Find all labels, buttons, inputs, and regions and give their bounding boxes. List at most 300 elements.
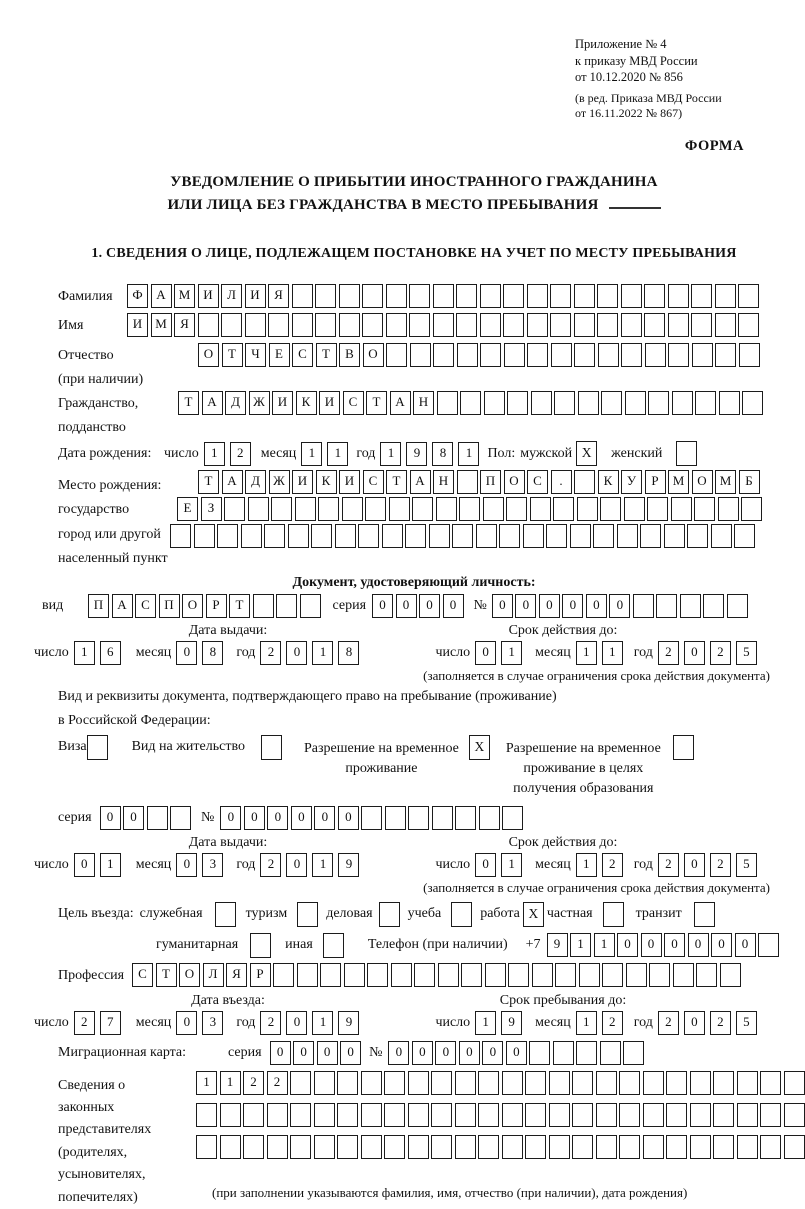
char-cell[interactable] (290, 1071, 311, 1095)
char-cell[interactable] (680, 594, 701, 618)
char-cell[interactable]: 0 (684, 641, 705, 665)
char-cell[interactable]: 0 (293, 1041, 314, 1065)
char-cell[interactable] (271, 497, 292, 521)
char-cell[interactable] (502, 806, 523, 830)
char-cell[interactable]: П (480, 470, 501, 494)
char-cell[interactable] (715, 343, 736, 367)
char-cell[interactable] (507, 391, 528, 415)
char-cell[interactable] (715, 284, 736, 308)
char-cell[interactable]: Т (386, 470, 407, 494)
char-cell[interactable]: 0 (435, 1041, 456, 1065)
char-cell[interactable]: Л (203, 963, 224, 987)
char-cell[interactable] (690, 1103, 711, 1127)
char-cell[interactable] (502, 1135, 523, 1159)
char-cell[interactable] (455, 1071, 476, 1095)
char-cell[interactable] (525, 1071, 546, 1095)
char-cell[interactable] (577, 497, 598, 521)
char-cell[interactable]: 0 (317, 1041, 338, 1065)
char-cell[interactable] (625, 391, 646, 415)
char-cell[interactable] (361, 1135, 382, 1159)
char-cell[interactable] (452, 524, 473, 548)
char-cell[interactable] (196, 1103, 217, 1127)
char-cell[interactable] (408, 1135, 429, 1159)
char-cell[interactable]: 0 (270, 1041, 291, 1065)
char-cell[interactable]: О (692, 470, 713, 494)
char-cell[interactable] (649, 963, 670, 987)
char-cell[interactable] (737, 1071, 758, 1095)
char-cell[interactable]: 1 (475, 1011, 496, 1035)
char-cell[interactable] (455, 1103, 476, 1127)
char-cell[interactable] (600, 497, 621, 521)
char-cell[interactable] (433, 284, 454, 308)
char-cell[interactable]: 1 (380, 442, 401, 466)
char-cell[interactable] (344, 963, 365, 987)
char-cell[interactable]: 9 (406, 442, 427, 466)
char-cell[interactable]: 0 (515, 594, 536, 618)
char-cell[interactable]: Т (222, 343, 243, 367)
char-cell[interactable]: 1 (594, 933, 615, 957)
char-cell[interactable]: 1 (576, 641, 597, 665)
char-cell[interactable]: И (319, 391, 340, 415)
char-cell[interactable]: И (198, 284, 219, 308)
char-cell[interactable] (690, 1071, 711, 1095)
char-cell[interactable]: 0 (459, 1041, 480, 1065)
char-cell[interactable]: М (715, 470, 736, 494)
char-cell[interactable] (506, 497, 527, 521)
char-cell[interactable]: 1 (501, 853, 522, 877)
purpose-transit-checkbox[interactable] (694, 902, 715, 927)
char-cell[interactable] (715, 313, 736, 337)
purpose-private-checkbox[interactable] (603, 902, 624, 927)
char-cell[interactable] (576, 1041, 597, 1065)
char-cell[interactable]: 2 (710, 853, 731, 877)
char-cell[interactable] (694, 497, 715, 521)
char-cell[interactable] (596, 1135, 617, 1159)
char-cell[interactable] (170, 524, 191, 548)
char-cell[interactable] (741, 497, 762, 521)
char-cell[interactable] (643, 1103, 664, 1127)
char-cell[interactable] (362, 313, 383, 337)
char-cell[interactable]: 1 (570, 933, 591, 957)
char-cell[interactable] (311, 524, 332, 548)
char-cell[interactable] (703, 594, 724, 618)
char-cell[interactable]: 0 (100, 806, 121, 830)
purpose-tourism-checkbox[interactable] (297, 902, 318, 927)
char-cell[interactable]: 1 (327, 442, 348, 466)
char-cell[interactable]: 9 (338, 1011, 359, 1035)
char-cell[interactable] (478, 1103, 499, 1127)
char-cell[interactable] (596, 1071, 617, 1095)
char-cell[interactable] (574, 284, 595, 308)
char-cell[interactable]: 0 (562, 594, 583, 618)
char-cell[interactable]: 1 (100, 853, 121, 877)
char-cell[interactable] (358, 524, 379, 548)
char-cell[interactable] (480, 313, 501, 337)
char-cell[interactable] (713, 1071, 734, 1095)
char-cell[interactable] (737, 1103, 758, 1127)
sex-female-checkbox[interactable] (676, 441, 697, 466)
char-cell[interactable] (243, 1135, 264, 1159)
char-cell[interactable]: О (198, 343, 219, 367)
char-cell[interactable]: 0 (609, 594, 630, 618)
char-cell[interactable] (503, 284, 524, 308)
char-cell[interactable]: 1 (576, 1011, 597, 1035)
char-cell[interactable] (243, 1103, 264, 1127)
char-cell[interactable]: 1 (312, 1011, 333, 1035)
char-cell[interactable]: 1 (196, 1071, 217, 1095)
char-cell[interactable]: Р (206, 594, 227, 618)
char-cell[interactable] (570, 524, 591, 548)
char-cell[interactable] (784, 1135, 805, 1159)
char-cell[interactable] (695, 391, 716, 415)
char-cell[interactable] (241, 524, 262, 548)
char-cell[interactable]: Ф (127, 284, 148, 308)
char-cell[interactable] (718, 497, 739, 521)
char-cell[interactable] (431, 1103, 452, 1127)
char-cell[interactable]: 5 (736, 1011, 757, 1035)
char-cell[interactable]: 5 (736, 853, 757, 877)
char-cell[interactable]: 2 (710, 1011, 731, 1035)
char-cell[interactable]: 0 (267, 806, 288, 830)
char-cell[interactable] (647, 497, 668, 521)
char-cell[interactable]: А (390, 391, 411, 415)
char-cell[interactable] (320, 963, 341, 987)
char-cell[interactable] (314, 1135, 335, 1159)
char-cell[interactable] (288, 524, 309, 548)
char-cell[interactable] (758, 933, 779, 957)
char-cell[interactable]: 2 (710, 641, 731, 665)
char-cell[interactable]: М (151, 313, 172, 337)
char-cell[interactable] (361, 1071, 382, 1095)
char-cell[interactable] (460, 391, 481, 415)
char-cell[interactable] (601, 391, 622, 415)
char-cell[interactable] (170, 806, 191, 830)
char-cell[interactable] (431, 1135, 452, 1159)
char-cell[interactable] (362, 284, 383, 308)
char-cell[interactable] (691, 284, 712, 308)
char-cell[interactable]: 1 (301, 442, 322, 466)
char-cell[interactable] (640, 524, 661, 548)
char-cell[interactable] (456, 284, 477, 308)
char-cell[interactable] (432, 806, 453, 830)
char-cell[interactable] (431, 1071, 452, 1095)
char-cell[interactable] (598, 343, 619, 367)
char-cell[interactable] (626, 963, 647, 987)
char-cell[interactable] (367, 963, 388, 987)
char-cell[interactable]: Я (174, 313, 195, 337)
char-cell[interactable] (633, 594, 654, 618)
char-cell[interactable]: 0 (372, 594, 393, 618)
char-cell[interactable] (668, 343, 689, 367)
char-cell[interactable]: 0 (291, 806, 312, 830)
char-cell[interactable] (342, 497, 363, 521)
char-cell[interactable]: К (316, 470, 337, 494)
char-cell[interactable] (267, 1103, 288, 1127)
char-cell[interactable] (617, 524, 638, 548)
char-cell[interactable] (727, 594, 748, 618)
char-cell[interactable] (602, 963, 623, 987)
char-cell[interactable]: 2 (267, 1071, 288, 1095)
char-cell[interactable]: 6 (100, 641, 121, 665)
char-cell[interactable] (409, 284, 430, 308)
char-cell[interactable] (713, 1103, 734, 1127)
char-cell[interactable]: 0 (123, 806, 144, 830)
char-cell[interactable]: 1 (312, 641, 333, 665)
char-cell[interactable]: 0 (684, 853, 705, 877)
char-cell[interactable] (656, 594, 677, 618)
char-cell[interactable] (713, 1135, 734, 1159)
char-cell[interactable]: 2 (658, 1011, 679, 1035)
char-cell[interactable]: 8 (338, 641, 359, 665)
char-cell[interactable] (666, 1071, 687, 1095)
char-cell[interactable] (386, 284, 407, 308)
char-cell[interactable] (619, 1135, 640, 1159)
char-cell[interactable]: Т (366, 391, 387, 415)
char-cell[interactable] (737, 1135, 758, 1159)
char-cell[interactable] (527, 313, 548, 337)
char-cell[interactable] (555, 963, 576, 987)
purpose-business-checkbox[interactable] (215, 902, 236, 927)
char-cell[interactable]: З (201, 497, 222, 521)
char-cell[interactable] (408, 806, 429, 830)
char-cell[interactable] (672, 391, 693, 415)
char-cell[interactable] (738, 313, 759, 337)
char-cell[interactable] (690, 1135, 711, 1159)
char-cell[interactable]: Е (269, 343, 290, 367)
char-cell[interactable] (719, 391, 740, 415)
char-cell[interactable] (644, 284, 665, 308)
char-cell[interactable] (553, 497, 574, 521)
char-cell[interactable]: Д (225, 391, 246, 415)
char-cell[interactable] (224, 497, 245, 521)
char-cell[interactable]: А (112, 594, 133, 618)
char-cell[interactable] (433, 343, 454, 367)
char-cell[interactable] (248, 497, 269, 521)
char-cell[interactable] (502, 1071, 523, 1095)
char-cell[interactable]: Ж (249, 391, 270, 415)
char-cell[interactable] (532, 963, 553, 987)
char-cell[interactable] (549, 1135, 570, 1159)
char-cell[interactable] (480, 343, 501, 367)
char-cell[interactable]: Т (156, 963, 177, 987)
char-cell[interactable]: 0 (641, 933, 662, 957)
char-cell[interactable]: 0 (443, 594, 464, 618)
char-cell[interactable] (337, 1103, 358, 1127)
char-cell[interactable] (273, 963, 294, 987)
char-cell[interactable]: О (504, 470, 525, 494)
char-cell[interactable]: А (410, 470, 431, 494)
char-cell[interactable]: 2 (602, 853, 623, 877)
char-cell[interactable]: 0 (176, 853, 197, 877)
char-cell[interactable] (437, 391, 458, 415)
char-cell[interactable]: 0 (688, 933, 709, 957)
char-cell[interactable]: О (179, 963, 200, 987)
char-cell[interactable]: С (132, 963, 153, 987)
char-cell[interactable]: 0 (388, 1041, 409, 1065)
char-cell[interactable]: Т (229, 594, 250, 618)
char-cell[interactable]: 1 (204, 442, 225, 466)
char-cell[interactable] (643, 1135, 664, 1159)
char-cell[interactable] (339, 313, 360, 337)
char-cell[interactable]: 0 (338, 806, 359, 830)
char-cell[interactable]: П (159, 594, 180, 618)
char-cell[interactable]: 1 (602, 641, 623, 665)
char-cell[interactable] (389, 497, 410, 521)
char-cell[interactable] (696, 963, 717, 987)
char-cell[interactable] (572, 1071, 593, 1095)
char-cell[interactable] (220, 1103, 241, 1127)
char-cell[interactable] (621, 313, 642, 337)
char-cell[interactable]: И (292, 470, 313, 494)
char-cell[interactable] (643, 1071, 664, 1095)
char-cell[interactable]: 0 (664, 933, 685, 957)
char-cell[interactable]: 2 (260, 1011, 281, 1035)
char-cell[interactable] (596, 1103, 617, 1127)
char-cell[interactable]: 1 (501, 641, 522, 665)
char-cell[interactable] (527, 284, 548, 308)
char-cell[interactable] (784, 1071, 805, 1095)
char-cell[interactable] (337, 1135, 358, 1159)
char-cell[interactable]: 8 (432, 442, 453, 466)
char-cell[interactable]: . (551, 470, 572, 494)
char-cell[interactable] (391, 963, 412, 987)
char-cell[interactable] (335, 524, 356, 548)
char-cell[interactable] (499, 524, 520, 548)
char-cell[interactable]: О (363, 343, 384, 367)
char-cell[interactable] (290, 1135, 311, 1159)
char-cell[interactable]: Р (645, 470, 666, 494)
char-cell[interactable]: 0 (314, 806, 335, 830)
char-cell[interactable] (384, 1135, 405, 1159)
char-cell[interactable]: 0 (711, 933, 732, 957)
char-cell[interactable]: В (339, 343, 360, 367)
char-cell[interactable] (549, 1103, 570, 1127)
char-cell[interactable] (574, 343, 595, 367)
char-cell[interactable] (300, 594, 321, 618)
char-cell[interactable] (438, 963, 459, 987)
char-cell[interactable] (217, 524, 238, 548)
char-cell[interactable] (784, 1103, 805, 1127)
char-cell[interactable] (459, 497, 480, 521)
char-cell[interactable] (530, 497, 551, 521)
char-cell[interactable]: 9 (501, 1011, 522, 1035)
char-cell[interactable] (574, 313, 595, 337)
char-cell[interactable] (339, 284, 360, 308)
char-cell[interactable] (264, 524, 285, 548)
char-cell[interactable] (666, 1135, 687, 1159)
char-cell[interactable] (645, 343, 666, 367)
char-cell[interactable] (621, 284, 642, 308)
char-cell[interactable] (553, 1041, 574, 1065)
char-cell[interactable] (760, 1071, 781, 1095)
char-cell[interactable]: Д (245, 470, 266, 494)
char-cell[interactable] (478, 1135, 499, 1159)
purpose-work-checkbox[interactable]: X (523, 902, 544, 927)
char-cell[interactable] (504, 343, 525, 367)
char-cell[interactable] (720, 963, 741, 987)
char-cell[interactable] (384, 1103, 405, 1127)
char-cell[interactable] (692, 343, 713, 367)
purpose-study-checkbox[interactable] (451, 902, 472, 927)
char-cell[interactable] (297, 963, 318, 987)
char-cell[interactable] (549, 1071, 570, 1095)
char-cell[interactable] (483, 497, 504, 521)
char-cell[interactable] (644, 313, 665, 337)
char-cell[interactable] (461, 963, 482, 987)
char-cell[interactable]: 0 (735, 933, 756, 957)
char-cell[interactable] (523, 524, 544, 548)
char-cell[interactable] (385, 806, 406, 830)
char-cell[interactable] (673, 963, 694, 987)
char-cell[interactable] (531, 391, 552, 415)
char-cell[interactable]: 0 (176, 641, 197, 665)
char-cell[interactable]: 9 (547, 933, 568, 957)
char-cell[interactable] (760, 1103, 781, 1127)
char-cell[interactable]: 0 (482, 1041, 503, 1065)
char-cell[interactable]: И (245, 284, 266, 308)
char-cell[interactable] (742, 391, 763, 415)
char-cell[interactable] (691, 313, 712, 337)
char-cell[interactable] (554, 391, 575, 415)
char-cell[interactable]: 0 (396, 594, 417, 618)
char-cell[interactable] (479, 806, 500, 830)
char-cell[interactable] (619, 1103, 640, 1127)
char-cell[interactable]: 0 (176, 1011, 197, 1035)
char-cell[interactable]: К (598, 470, 619, 494)
char-cell[interactable] (734, 524, 755, 548)
char-cell[interactable] (579, 963, 600, 987)
char-cell[interactable] (455, 806, 476, 830)
char-cell[interactable] (668, 284, 689, 308)
char-cell[interactable]: Н (433, 470, 454, 494)
char-cell[interactable]: Е (177, 497, 198, 521)
char-cell[interactable]: Ч (245, 343, 266, 367)
char-cell[interactable] (485, 963, 506, 987)
char-cell[interactable] (410, 343, 431, 367)
char-cell[interactable]: 2 (658, 641, 679, 665)
char-cell[interactable] (292, 313, 313, 337)
char-cell[interactable]: 8 (202, 641, 223, 665)
char-cell[interactable]: 0 (220, 806, 241, 830)
char-cell[interactable] (337, 1071, 358, 1095)
purpose-humanitarian-checkbox[interactable] (250, 933, 271, 958)
char-cell[interactable]: Т (178, 391, 199, 415)
char-cell[interactable] (624, 497, 645, 521)
char-cell[interactable] (365, 497, 386, 521)
char-cell[interactable]: 2 (230, 442, 251, 466)
char-cell[interactable]: П (88, 594, 109, 618)
char-cell[interactable] (572, 1135, 593, 1159)
char-cell[interactable] (529, 1041, 550, 1065)
char-cell[interactable]: 2 (260, 853, 281, 877)
char-cell[interactable] (456, 313, 477, 337)
char-cell[interactable]: 0 (475, 641, 496, 665)
char-cell[interactable] (648, 391, 669, 415)
rvp-education-checkbox[interactable] (673, 735, 694, 760)
char-cell[interactable] (429, 524, 450, 548)
char-cell[interactable]: 0 (475, 853, 496, 877)
char-cell[interactable]: С (363, 470, 384, 494)
char-cell[interactable] (527, 343, 548, 367)
char-cell[interactable] (457, 343, 478, 367)
char-cell[interactable] (433, 313, 454, 337)
residence-permit-checkbox[interactable] (261, 735, 282, 760)
char-cell[interactable] (314, 1103, 335, 1127)
char-cell[interactable] (386, 343, 407, 367)
char-cell[interactable] (668, 313, 689, 337)
char-cell[interactable]: 0 (74, 853, 95, 877)
purpose-other-checkbox[interactable] (323, 933, 344, 958)
